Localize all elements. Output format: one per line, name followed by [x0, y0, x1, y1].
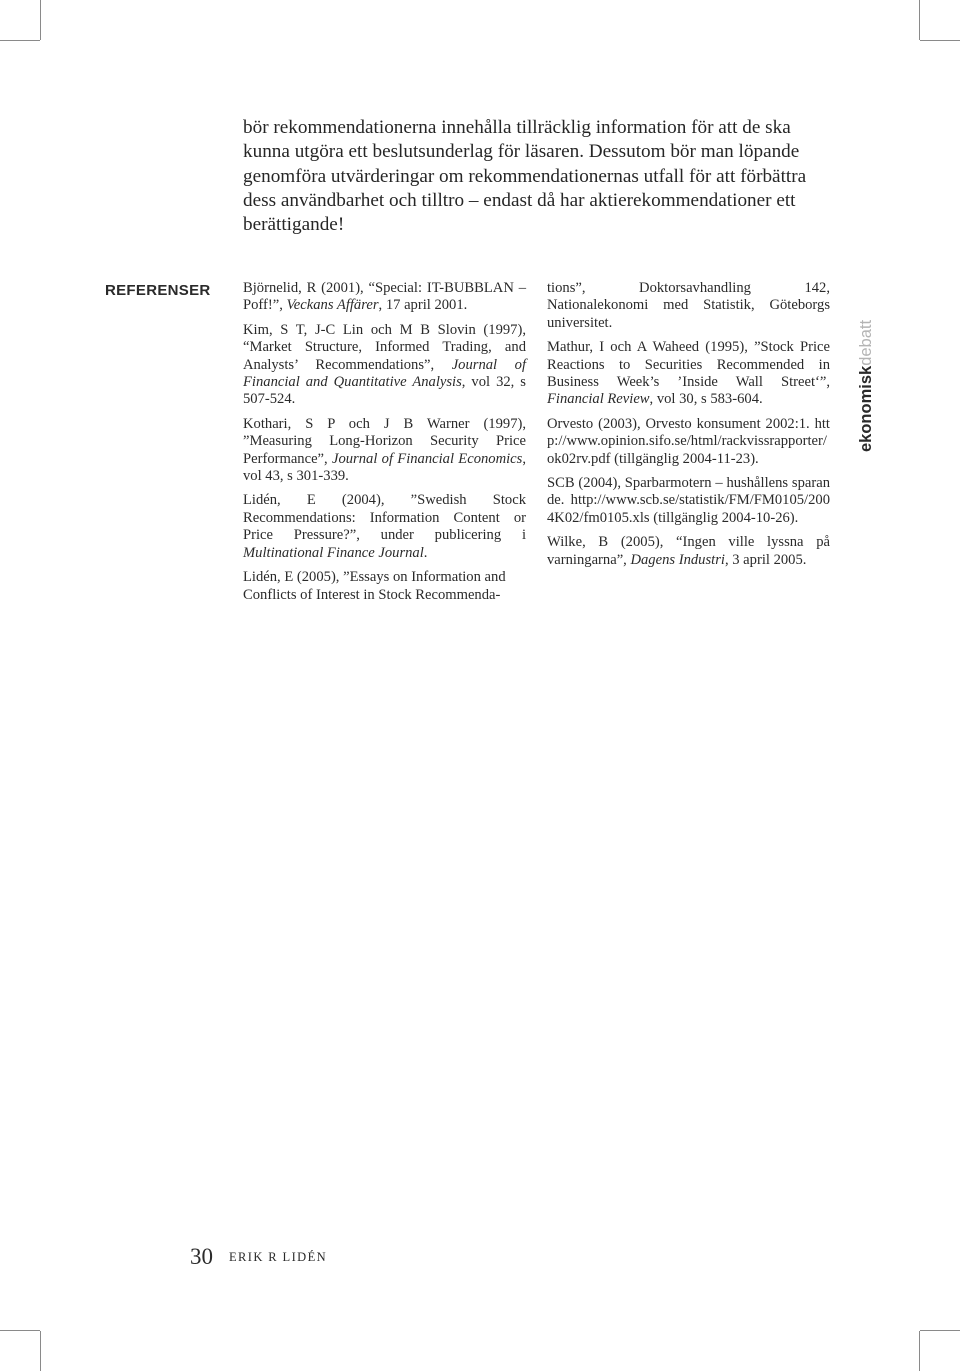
reference-entry: SCB (2004), Sparbarmotern – hushållens sparande. http://www.scb.se/statistik/FM/FM0105/2004K02/fm0105.xls (tillgänglig 2004-10-26). — [547, 475, 830, 526]
crop-mark — [40, 0, 41, 40]
reference-entry: Orvesto (2003), Orvesto konsument 2002:1. http://www.opinion.sifo.se/html/rackvissrapporter/ok02rv.pdf (tillgänglig 2004-11-23). — [547, 415, 830, 467]
crop-mark — [919, 0, 920, 40]
references-heading: REFERENSER — [105, 282, 211, 299]
crop-mark — [919, 1331, 920, 1371]
reference-entry: Lidén, E (2005), ”Essays on Information and Conflicts of Interest in Stock Recommenda- — [243, 569, 506, 603]
references-left-column — [243, 280, 526, 611]
crop-mark — [0, 40, 40, 41]
reference-entry: tions”, Doktorsavhandling 142, Nationalekonomi med Statistik, Göteborgs universitet. — [547, 280, 830, 331]
crop-mark — [920, 40, 960, 41]
reference-entry: Lidén, E (2004), ”Swedish Stock Recommendations: Information Content or Price Pressure?”, under publicering i Multinational Finance Journal. — [243, 492, 526, 561]
reference-entry: Wilke, B (2005), “Ingen ville lyssna på varningarna”, Dagens Industri, 3 april 2005. — [547, 534, 830, 568]
intro-paragraph: bör rekommendationerna innehålla tillräcklig information för att de ska kunna utgöra ett beslutsunderlag för läsaren. Dessutom bör man löpande genomföra utvärderingar om rekommendationernas utfall för att förbättra dess användbarhet och tilltro – endast då har aktierekommendationer ett berättigande! — [243, 117, 807, 236]
page-footer — [190, 1244, 327, 1270]
reference-entry: Kothari, S P och J B Warner (1997), ”Measuring Long-Horizon Security Price Performance”, Journal of Financial Economics, vol 43, s 301-339. — [243, 415, 526, 485]
reference-entry: Mathur, I och A Waheed (1995), ”Stock Price Reactions to Securities Recommended in Business Week’s ’Inside Wall Street‘”, Financial Review, vol 30, s 583-604. — [547, 339, 830, 408]
journal-logo-text: ekonomiskdebatt — [857, 319, 875, 452]
page-number: 30 — [190, 1244, 213, 1269]
crop-mark — [0, 1330, 40, 1331]
crop-mark — [40, 1331, 41, 1371]
author-name: ERIK R LIDÉN — [229, 1249, 328, 1264]
references-right-column — [547, 280, 830, 576]
crop-mark — [920, 1330, 960, 1331]
journal-logo — [854, 318, 878, 452]
reference-entry: Björnelid, R (2001), “Special: IT-BUBBLAN – Poff!”, Veckans Affärer, 17 april 2001. — [243, 280, 526, 314]
reference-entry: Kim, S T, J-C Lin och M B Slovin (1997), “Market Structure, Informed Trading, and Analysts’ Recommendations”, Journal of Financial and Quantitative Analysis, vol 32, s 507-524. — [243, 321, 526, 408]
